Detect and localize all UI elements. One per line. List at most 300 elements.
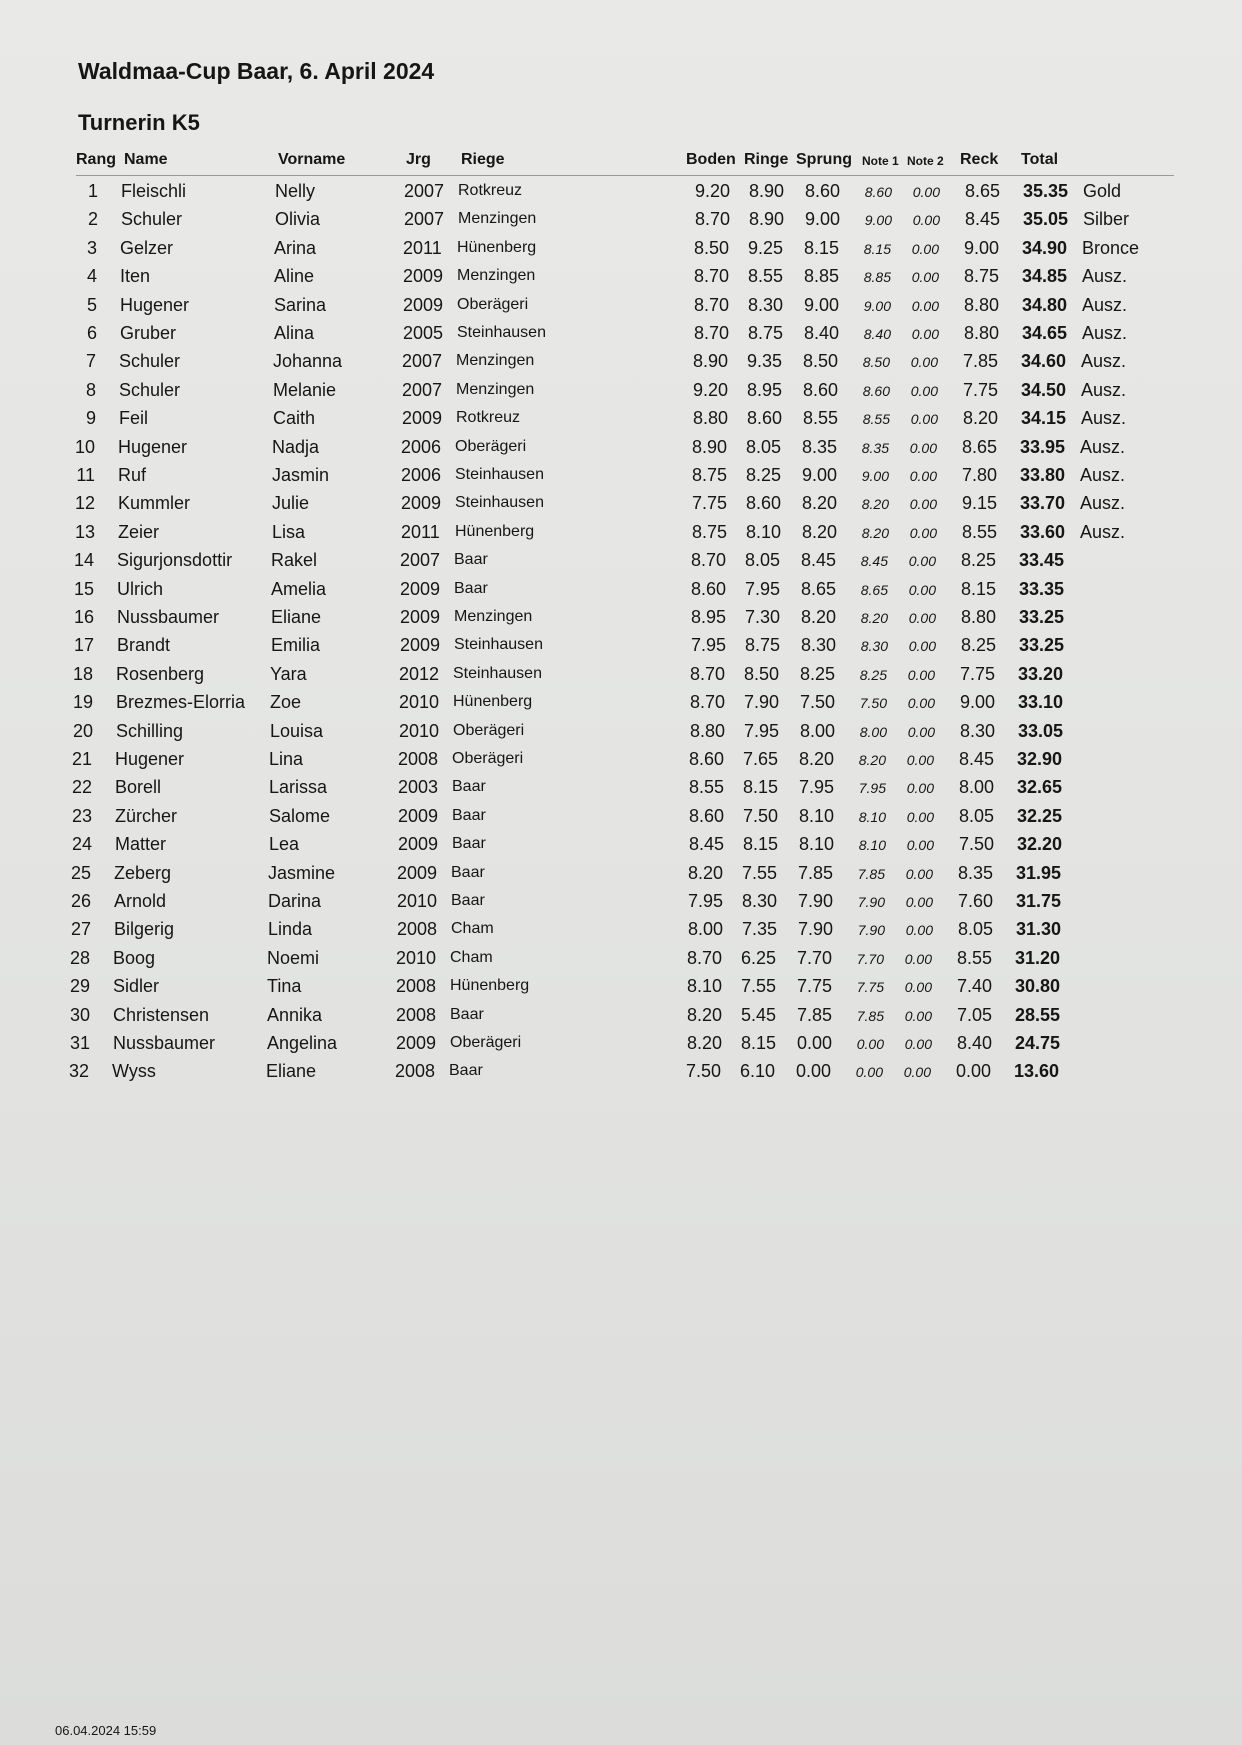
header-rule [76, 175, 1174, 176]
cell-year: 2007 [402, 351, 443, 372]
cell-vault: 8.20 [801, 521, 837, 542]
cell-vault: 8.10 [798, 834, 834, 855]
table-row [0, 948, 1242, 974]
cell-name: Boog [113, 947, 156, 968]
cell-vault: 7.85 [796, 1004, 832, 1025]
cell-rings: 7.90 [743, 692, 779, 713]
cell-note1: 7.50 [859, 695, 887, 712]
cell-name: Schuler [119, 351, 181, 372]
cell-note1: 8.60 [862, 382, 890, 399]
cell-name: Bilgerig [114, 919, 175, 940]
cell-note1: 7.70 [856, 950, 884, 967]
table-row [0, 1005, 1242, 1031]
cell-note1: 8.45 [860, 553, 888, 570]
cell-rank: 28 [69, 947, 90, 968]
cell-first: Olivia [275, 209, 321, 230]
cell-note1: 8.30 [860, 638, 888, 655]
cell-vault: 9.00 [801, 465, 837, 485]
cell-award: Ausz. [1080, 465, 1126, 485]
cell-bar: 8.25 [960, 550, 996, 571]
cell-first: Salome [269, 805, 331, 826]
cell-rings: 8.55 [747, 266, 783, 287]
cell-floor: 9.20 [692, 379, 728, 400]
cell-team: Baar [449, 1062, 483, 1080]
cell-award: Ausz. [1080, 493, 1126, 514]
cell-bar: 7.75 [959, 663, 995, 684]
cell-team: Baar [451, 863, 485, 881]
cell-note1: 8.85 [863, 269, 891, 286]
cell-year: 2009 [397, 862, 438, 883]
cell-rank: 2 [87, 209, 98, 230]
cell-first: Zoe [270, 692, 302, 713]
cell-note1: 8.15 [863, 240, 891, 257]
cell-bar: 8.75 [963, 266, 999, 287]
header-floor: Boden [686, 151, 736, 168]
cell-award: Ausz. [1080, 521, 1126, 542]
cell-year: 2009 [398, 805, 439, 826]
cell-name: Matter [115, 834, 167, 855]
table-row [0, 891, 1242, 917]
cell-total: 31.95 [1015, 862, 1061, 883]
cell-first: Jasmine [268, 862, 336, 883]
cell-floor: 8.70 [693, 266, 729, 287]
cell-name: Iten [120, 266, 151, 287]
cell-bar: 8.15 [960, 578, 996, 599]
cell-first: Annika [267, 1004, 323, 1025]
cell-note2: 0.00 [904, 979, 932, 996]
cell-total: 32.90 [1016, 749, 1062, 769]
cell-rank: 15 [73, 578, 94, 599]
cell-bar: 8.55 [956, 947, 992, 968]
cell-total: 31.20 [1014, 947, 1060, 968]
cell-note2: 0.00 [912, 184, 940, 200]
cell-bar: 8.05 [958, 805, 994, 826]
cell-bar: 8.05 [957, 919, 993, 940]
cell-first: Julie [272, 493, 310, 514]
cell-first: Angelina [267, 1033, 338, 1053]
cell-floor: 7.95 [687, 891, 723, 911]
cell-vault: 8.35 [801, 436, 837, 457]
cell-note2: 0.00 [910, 382, 938, 399]
cell-rank: 8 [85, 379, 96, 400]
cell-rings: 9.35 [746, 351, 782, 372]
cell-year: 2010 [399, 692, 440, 713]
cell-name: Gruber [120, 323, 177, 343]
cell-floor: 8.95 [690, 607, 726, 627]
cell-rings: 8.60 [746, 408, 782, 429]
cell-award: Gold [1083, 181, 1122, 201]
cell-vault: 8.15 [803, 237, 839, 258]
cell-total: 33.35 [1018, 578, 1064, 599]
cell-vault: 8.20 [801, 493, 837, 514]
cell-award: Silber [1083, 209, 1130, 230]
cell-year: 2009 [402, 408, 443, 429]
cell-name: Borell [115, 777, 162, 798]
cell-team: Cham [450, 948, 493, 966]
cell-note2: 0.00 [911, 326, 939, 342]
cell-floor: 8.90 [691, 436, 727, 457]
cell-total: 31.75 [1015, 891, 1061, 911]
cell-first: Nelly [275, 181, 316, 201]
cell-vault: 8.55 [802, 408, 838, 429]
cell-bar: 7.85 [962, 351, 998, 372]
cell-floor: 8.90 [692, 351, 728, 372]
cell-name: Hugener [118, 436, 188, 457]
cell-vault: 8.85 [803, 266, 839, 287]
cell-name: Kummler [118, 493, 191, 514]
cell-rank: 9 [85, 408, 96, 429]
cell-note2: 0.00 [907, 666, 935, 683]
cell-rings: 8.15 [742, 777, 778, 798]
cell-bar: 8.35 [957, 862, 993, 883]
cell-bar: 7.05 [956, 1004, 992, 1025]
cell-year: 2011 [401, 521, 440, 542]
cell-bar: 8.40 [956, 1033, 992, 1053]
cell-vault: 8.45 [800, 550, 836, 571]
cell-floor: 8.75 [691, 465, 727, 485]
cell-name: Zeberg [114, 862, 172, 883]
cell-team: Oberägeri [455, 437, 527, 455]
cell-rings: 8.05 [745, 436, 781, 457]
cell-note2: 0.00 [909, 439, 937, 456]
cell-first: Lea [269, 834, 300, 855]
cell-note1: 8.35 [861, 439, 889, 456]
cell-note2: 0.00 [906, 752, 934, 768]
table-row [0, 465, 1242, 491]
cell-name: Fleischli [121, 181, 187, 201]
cell-team: Baar [451, 892, 485, 909]
cell-rings: 8.10 [745, 521, 781, 542]
cell-rank: 13 [74, 521, 95, 542]
cell-bar: 7.75 [962, 379, 998, 400]
cell-rings: 8.15 [740, 1033, 776, 1053]
cell-year: 2006 [401, 436, 442, 457]
cell-bar: 8.45 [958, 749, 994, 769]
cell-vault: 8.50 [802, 351, 838, 372]
cell-team: Menzingen [458, 210, 537, 228]
cell-note1: 8.10 [858, 837, 886, 854]
cell-first: Noemi [267, 947, 320, 968]
cell-vault: 7.90 [797, 919, 833, 940]
cell-team: Hünenberg [453, 693, 533, 711]
cell-year: 2008 [396, 976, 437, 997]
cell-total: 34.60 [1020, 351, 1066, 372]
cell-first: Aline [274, 266, 315, 287]
cell-rank: 7 [85, 351, 96, 372]
cell-total: 33.80 [1019, 465, 1065, 485]
cell-bar: 8.65 [964, 181, 1000, 201]
cell-note2: 0.00 [907, 695, 935, 712]
cell-team: Baar [452, 778, 486, 796]
cell-total: 34.90 [1021, 237, 1067, 258]
cell-team: Baar [454, 551, 488, 569]
cell-floor: 8.70 [689, 663, 725, 684]
cell-floor: 8.50 [693, 237, 729, 258]
cell-rank: 18 [72, 663, 93, 684]
cell-rings: 8.95 [746, 379, 782, 400]
cell-name: Zeier [118, 521, 160, 542]
cell-note2: 0.00 [907, 723, 935, 740]
cell-year: 2009 [401, 493, 442, 514]
cell-note2: 0.00 [912, 212, 940, 229]
cell-name: Sidler [113, 976, 160, 997]
cell-rank: 19 [72, 692, 93, 713]
cell-vault: 7.75 [796, 976, 832, 997]
cell-first: Larissa [269, 777, 328, 798]
cell-total: 35.35 [1022, 181, 1068, 201]
cell-rings: 7.55 [741, 862, 777, 883]
cell-vault: 7.50 [799, 692, 835, 713]
cell-bar: 7.80 [961, 465, 997, 485]
cell-total: 34.15 [1020, 408, 1066, 429]
cell-award: Ausz. [1082, 266, 1128, 287]
cell-year: 2009 [400, 607, 441, 627]
cell-team: Hünenberg [455, 522, 535, 540]
cell-total: 33.70 [1019, 493, 1065, 514]
table-row [0, 664, 1242, 690]
cell-note1: 8.55 [862, 411, 890, 428]
cell-year: 2008 [397, 919, 438, 940]
cell-floor: 7.95 [690, 635, 726, 656]
cell-note2: 0.00 [908, 553, 936, 570]
cell-rank: 3 [86, 237, 97, 258]
cell-bar: 8.65 [961, 436, 997, 457]
cell-floor: 8.70 [690, 550, 726, 571]
cell-rank: 10 [74, 436, 95, 457]
cell-first: Caith [273, 408, 316, 429]
header-name: Name [124, 151, 168, 168]
cell-name: Sigurjonsdottir [117, 550, 233, 571]
cell-first: Tina [267, 976, 302, 997]
cell-rings: 8.30 [741, 891, 777, 911]
cell-award: Ausz. [1081, 379, 1127, 400]
cell-name: Hugener [120, 294, 190, 315]
cell-rank: 31 [69, 1033, 90, 1053]
table-row [0, 408, 1242, 434]
cell-total: 35.05 [1022, 209, 1068, 230]
table-row [0, 749, 1242, 775]
cell-vault: 8.10 [798, 805, 834, 826]
cell-team: Menzingen [456, 352, 535, 370]
cell-award: Ausz. [1081, 351, 1127, 372]
cell-vault: 8.20 [798, 749, 834, 769]
header-bar: Reck [960, 151, 999, 168]
cell-name: Brezmes-Elorria [116, 692, 246, 713]
cell-year: 2009 [400, 635, 441, 656]
header-note1: Note 1 [862, 154, 899, 168]
cell-note1: 7.85 [856, 1007, 884, 1024]
cell-rank: 14 [73, 550, 94, 571]
cell-rings: 8.75 [747, 323, 783, 343]
cell-name: Ulrich [117, 578, 164, 599]
cell-team: Oberägeri [453, 721, 525, 739]
cell-bar: 7.60 [957, 891, 993, 911]
cell-rank: 20 [72, 720, 93, 741]
cell-rank: 12 [74, 493, 95, 514]
table-row [0, 607, 1242, 633]
cell-name: Schuler [121, 209, 183, 230]
cell-team: Cham [451, 920, 494, 938]
table-row [0, 323, 1242, 349]
cell-rings: 7.95 [743, 720, 779, 741]
cell-name: Feil [119, 408, 149, 429]
cell-bar: 8.00 [958, 777, 994, 798]
cell-rank: 17 [73, 635, 94, 656]
cell-team: Baar [454, 579, 488, 597]
cell-rank: 4 [86, 266, 97, 287]
cell-year: 2007 [400, 550, 441, 571]
table-row [0, 550, 1242, 576]
cell-rank: 23 [71, 805, 92, 826]
cell-rings: 8.90 [748, 181, 784, 201]
cell-vault: 7.90 [797, 891, 833, 911]
cell-rings: 9.25 [747, 237, 783, 258]
cell-rings: 7.35 [741, 919, 777, 940]
cell-note1: 9.00 [861, 468, 889, 484]
cell-floor: 8.20 [687, 862, 723, 883]
cell-year: 2009 [403, 266, 444, 287]
cell-name: Schilling [116, 720, 184, 741]
cell-total: 28.55 [1014, 1004, 1060, 1025]
cell-floor: 8.80 [689, 720, 725, 741]
cell-note1: 7.85 [857, 865, 885, 882]
cell-year: 2010 [396, 947, 437, 968]
cell-first: Darina [268, 891, 322, 911]
cell-team: Steinhausen [457, 324, 546, 341]
cell-total: 13.60 [1013, 1061, 1059, 1082]
cell-name: Zürcher [115, 805, 178, 826]
header-vault: Sprung [796, 151, 852, 168]
header-rings: Ringe [744, 151, 789, 168]
cell-note2: 0.00 [904, 1036, 932, 1052]
cell-vault: 0.00 [796, 1033, 832, 1053]
cell-vault: 9.00 [804, 209, 840, 230]
cell-floor: 8.00 [687, 919, 723, 940]
cell-bar: 8.55 [961, 521, 997, 542]
cell-note2: 0.00 [911, 297, 939, 314]
cell-rings: 8.75 [744, 635, 780, 656]
cell-floor: 8.45 [688, 834, 724, 855]
cell-note1: 8.20 [861, 524, 889, 541]
header-year: Jrg [406, 151, 431, 168]
cell-rank: 27 [70, 919, 91, 940]
cell-name: Nussbaumer [117, 607, 220, 627]
cell-team: Steinhausen [455, 494, 544, 512]
cell-total: 32.65 [1016, 777, 1062, 798]
table-row [0, 777, 1242, 803]
cell-vault: 7.95 [798, 777, 834, 798]
table-header [0, 151, 1100, 173]
cell-first: Sarina [274, 294, 327, 315]
header-first-name: Vorname [278, 151, 346, 168]
cell-floor: 7.50 [685, 1061, 721, 1082]
cell-note2: 0.00 [905, 894, 933, 910]
cell-vault: 8.60 [802, 379, 838, 400]
cell-note1: 8.40 [863, 326, 891, 342]
cell-rank: 22 [71, 777, 92, 798]
cell-note2: 0.00 [903, 1064, 931, 1081]
cell-total: 33.10 [1017, 692, 1063, 713]
cell-rank: 24 [71, 834, 92, 855]
cell-note2: 0.00 [904, 1007, 932, 1024]
cell-floor: 8.60 [688, 805, 724, 826]
cell-name: Gelzer [120, 237, 174, 258]
cell-award: Ausz. [1082, 323, 1128, 343]
table-row [0, 1033, 1242, 1059]
cell-first: Amelia [271, 578, 327, 599]
cell-note2: 0.00 [909, 468, 937, 484]
cell-total: 34.85 [1021, 266, 1067, 287]
cell-name: Wyss [112, 1061, 156, 1082]
cell-team: Oberägeri [450, 1034, 522, 1051]
cell-name: Rosenberg [116, 663, 205, 684]
table-row [0, 1061, 1242, 1087]
cell-rank: 16 [73, 607, 94, 627]
cell-note2: 0.00 [909, 496, 937, 513]
cell-total: 24.75 [1014, 1033, 1060, 1053]
cell-floor: 8.60 [688, 749, 724, 769]
header-note2: Note 2 [907, 154, 944, 168]
cell-vault: 8.40 [803, 323, 839, 343]
cell-note2: 0.00 [911, 269, 939, 286]
cell-team: Steinhausen [453, 664, 542, 682]
cell-first: Eliane [271, 607, 322, 627]
cell-rings: 7.65 [742, 749, 778, 769]
cell-floor: 7.75 [691, 493, 727, 514]
cell-vault: 8.20 [800, 607, 836, 627]
cell-award: Ausz. [1080, 436, 1126, 457]
cell-note2: 0.00 [905, 865, 933, 882]
table-row [0, 919, 1242, 945]
cell-note1: 9.00 [863, 297, 891, 314]
cell-rings: 8.15 [742, 834, 778, 855]
cell-note1: 8.60 [864, 184, 892, 200]
header-team: Riege [461, 151, 505, 168]
cell-note1: 8.25 [859, 666, 887, 683]
cell-first: Melanie [273, 379, 337, 400]
cell-floor: 8.70 [686, 947, 722, 968]
cell-rings: 5.45 [740, 1004, 776, 1025]
cell-team: Steinhausen [455, 466, 544, 483]
cell-rank: 29 [69, 976, 90, 997]
cell-rank: 11 [76, 465, 95, 485]
cell-rings: 7.30 [744, 607, 780, 627]
cell-note1: 8.10 [858, 808, 886, 825]
table-row [0, 976, 1242, 1002]
cell-team: Baar [452, 806, 486, 824]
cell-year: 2009 [396, 1033, 437, 1053]
cell-vault: 8.25 [799, 663, 835, 684]
cell-bar: 8.80 [960, 607, 996, 627]
cell-rings: 8.30 [747, 294, 783, 315]
cell-note2: 0.00 [911, 240, 939, 257]
cell-first: Yara [270, 663, 307, 684]
cell-team: Oberägeri [457, 295, 529, 313]
cell-first: Jasmin [272, 465, 330, 485]
cell-floor: 8.60 [690, 578, 726, 599]
cell-vault: 8.00 [799, 720, 835, 741]
cell-name: Ruf [118, 465, 147, 485]
cell-bar: 9.00 [963, 237, 999, 258]
cell-note1: 7.90 [857, 894, 885, 910]
table-row [0, 635, 1242, 661]
cell-note2: 0.00 [906, 837, 934, 854]
cell-floor: 8.20 [686, 1033, 722, 1053]
cell-name: Nussbaumer [113, 1033, 216, 1053]
cell-total: 34.80 [1021, 294, 1067, 315]
cell-note2: 0.00 [908, 581, 936, 598]
cell-floor: 9.20 [694, 181, 730, 201]
